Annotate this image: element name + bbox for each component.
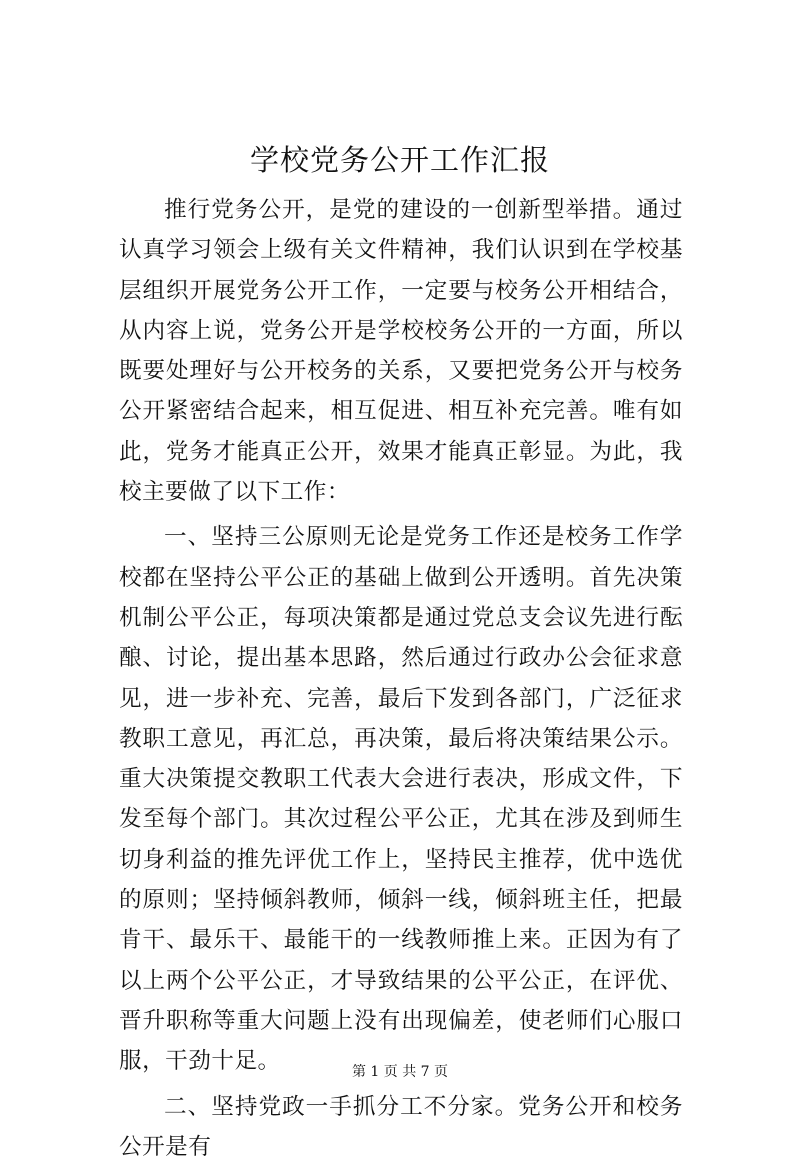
paragraph-intro: 推行党务公开，是党的建设的一创新型举措。通过认真学习领会上级有关文件精神，我们认识到在学校基层组织开展党务公开工作，一定要与校务公开相结合，从内容上说，党务公开是学校校务公开的一方面，所以既要处理好与公开校务的关系，又要把党务公开与校务公开紧密结合起来，相互促进、相互补充完善。唯有如此，党务才能真正公开，效果才能真正彰显。为此，我校主要做了以下工作： [119,197,683,506]
paragraph-section-1: 一、坚持三公原则无论是党务工作还是校务工作学校都在坚持公平公正的基础上做到公开透明。首先决策机制公平公正，每项决策都是通过党总支会议先进行酝酿、讨论，提出基本思路，然后通过行政办公会征求意见，进一步补充、完善，最后下发到各部门，广泛征求教职工意见，再汇总，再决策，最后将决策结果公示。重大决策提交教职工代表大会进行表决，形成文件，下发至每个部门。其次过程公平公正，尤其在涉及到师生切身利益的推先评优工作上，坚持民主推荐，优中选优的原则；坚持倾斜教师，倾斜一线，倾斜班主任，把最肯干、最乐干、最能干的一线教师推上来。正因为有了以上两个公平公正，才导致结果的公平公正，在评优、晋升职称等重大问题上没有出现偏差，使老师们心服口服，干劲十足。 [119,524,683,1075]
document-body [119,190,683,1167]
paragraph-section-2: 二、坚持党政一手抓分工不分家。党务公开和校务公开是有 [119,1093,683,1160]
document-title: 学校党务公开工作汇报 [249,143,550,177]
page-footer: 第 1 页 共 7 页 [351,1064,449,1080]
